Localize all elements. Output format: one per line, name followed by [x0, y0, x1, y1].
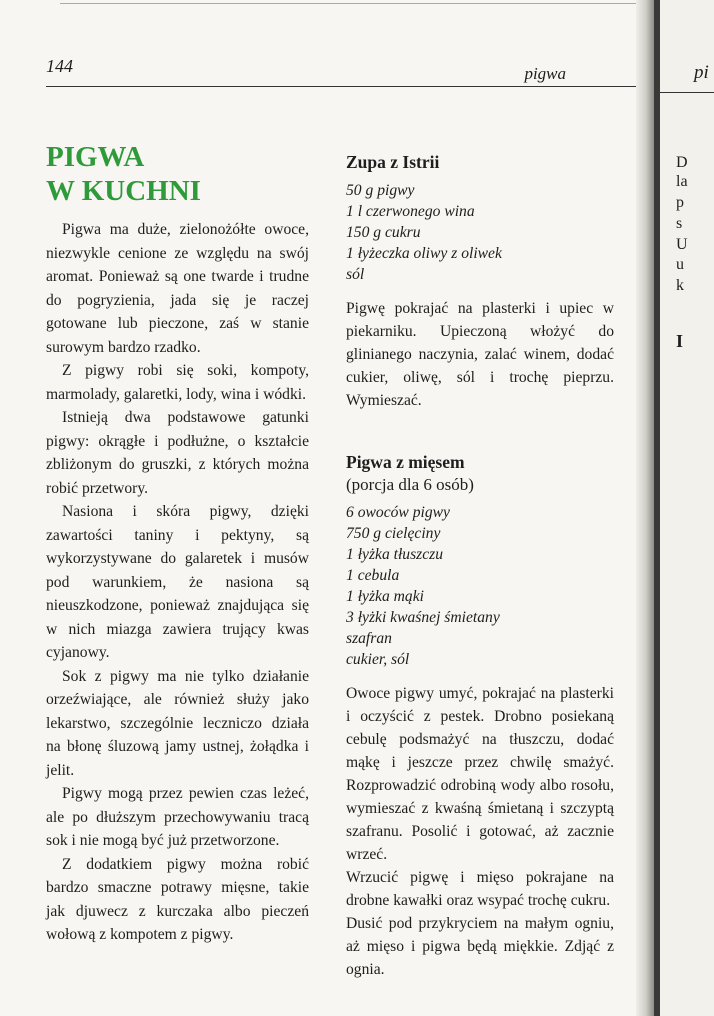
ingredient: cukier, sól [346, 651, 410, 668]
ingredient: 3 łyżki kwaśnej śmietany [346, 609, 500, 626]
top-edge-line [60, 3, 640, 4]
recipes-column [346, 150, 614, 981]
facing-line-start: la [676, 173, 688, 190]
ingredient: 50 g pigwy [346, 182, 415, 199]
ingredient: 6 owoców pigwy [346, 504, 450, 521]
ingredient: 750 g cielęciny [346, 525, 441, 542]
facing-page-edge [660, 0, 714, 1016]
running-head: pigwa [524, 64, 566, 83]
recipe-instructions: Pigwę pokrajać na plasterki i upiec w piekarniku. Upieczoną włożyć do glinianego naczynia, zalać winem, dodać cukier, oliwę, sól i trochę pieprzu. Wymieszać. [346, 300, 614, 409]
ingredient-list [346, 180, 614, 285]
recipe-instructions: Wrzucić pigwę i mięso pokrajane na drobne kawałki oraz wsypać trochę cukru. [346, 869, 614, 909]
recipe-instructions: Owoce pigwy umyć, pokrajać na plasterki i oczyścić z pestek. Drobno posiekaną cebulę podsmażyć na tłuszczu, dodać mąkę i jeszcze przez chwilę smażyć. Rozprowadzić odrobiną wody albo rosołu, wymieszać z kwaśną śmietaną i szczyptą szafranu. Posolić i gotować, aż zacznie wrzeć. [346, 685, 614, 863]
facing-line-start: U [676, 236, 688, 253]
intro-paragraph: Z pigwy robi się soki, kompoty, marmolady, galaretki, lody, wina i wódki. [46, 362, 309, 403]
intro-paragraph: Pigwy mogą przez pewien czas leżeć, ale po dłuższym przechowywaniu tracą sok i nie mogą być już przetworzone. [46, 785, 309, 849]
intro-paragraph: Istnieją dwa podstawowe gatunki pigwy: okrągłe i podłużne, o kształcie zbliżonym do gruszki, z których można robić przetwory. [46, 409, 309, 497]
ingredient: 1 łyżeczka oliwy z oliwek [346, 245, 502, 262]
ingredient: 1 łyżka mąki [346, 588, 424, 605]
facing-line-start: p [676, 194, 684, 211]
ingredient: 150 g cukru [346, 224, 421, 241]
facing-running-head: pi [694, 62, 709, 83]
section-title-line2: W KUCHNI [46, 175, 201, 207]
intro-column [46, 218, 309, 947]
facing-line-start: u [676, 256, 684, 273]
recipe-portion: (porcja dla 6 osób) [346, 475, 474, 494]
ingredient-list [346, 502, 614, 670]
section-title-line1: PIGWA [46, 141, 145, 173]
page-number: 144 [46, 56, 73, 76]
recipe-pigwa-z-miesem [346, 450, 614, 981]
ingredient: szafran [346, 630, 392, 647]
recipe-zupa-z-istrii [346, 150, 614, 412]
section-title [46, 140, 201, 208]
ingredient: 1 cebula [346, 567, 400, 584]
facing-line-start: D [676, 154, 688, 171]
facing-line-start: k [676, 277, 684, 294]
facing-header-rule [660, 92, 714, 93]
ingredient: 1 l czerwonego wina [346, 203, 475, 220]
page-gutter-shadow [636, 0, 654, 1016]
facing-heading-fragment: I [676, 331, 684, 351]
ingredient: 1 łyżka tłuszczu [346, 546, 444, 563]
recipe-instructions: Dusić pod przykryciem na małym ogniu, aż mięso i pigwa będą miękkie. Zdjąć z ognia. [346, 915, 614, 978]
facing-line-start: s [676, 215, 683, 232]
header-rule [46, 86, 636, 87]
intro-paragraph: Pigwa ma duże, zielonożółte owoce, niezwykle cenione ze względu na swój aromat. Ponieważ są one twarde i trudne do pogryzienia, jada się je raczej gotowane lub pieczone, zaś w stanie surowym bardzo rzadko. [46, 221, 309, 356]
ingredient: sól [346, 266, 365, 283]
intro-paragraph: Nasiona i skóra pigwy, dzięki zawartości taniny i pektyny, są wykorzystywane do galaretek i musów pod warunkiem, że nasiona są nieuszkodzone, ponieważ znajdująca się w nich miazga zawiera trujący kwas cyjanowy. [46, 503, 309, 661]
recipe-title: Zupa z Istrii [346, 152, 440, 172]
intro-paragraph: Z dodatkiem pigwy można robić bardzo smaczne potrawy mięsne, takie jak djuwecz z kurczaka albo pieczeń wołową z kompotem z pigwy. [46, 855, 309, 943]
intro-paragraph: Sok z pigwy ma nie tylko działanie orzeźwiające, ale również służy jako lekarstwo, szczególnie leczniczo działa na błonę śluzową jamy ustnej, żołądka i jelit. [46, 667, 309, 779]
recipe-title: Pigwa z mięsem [346, 452, 465, 472]
